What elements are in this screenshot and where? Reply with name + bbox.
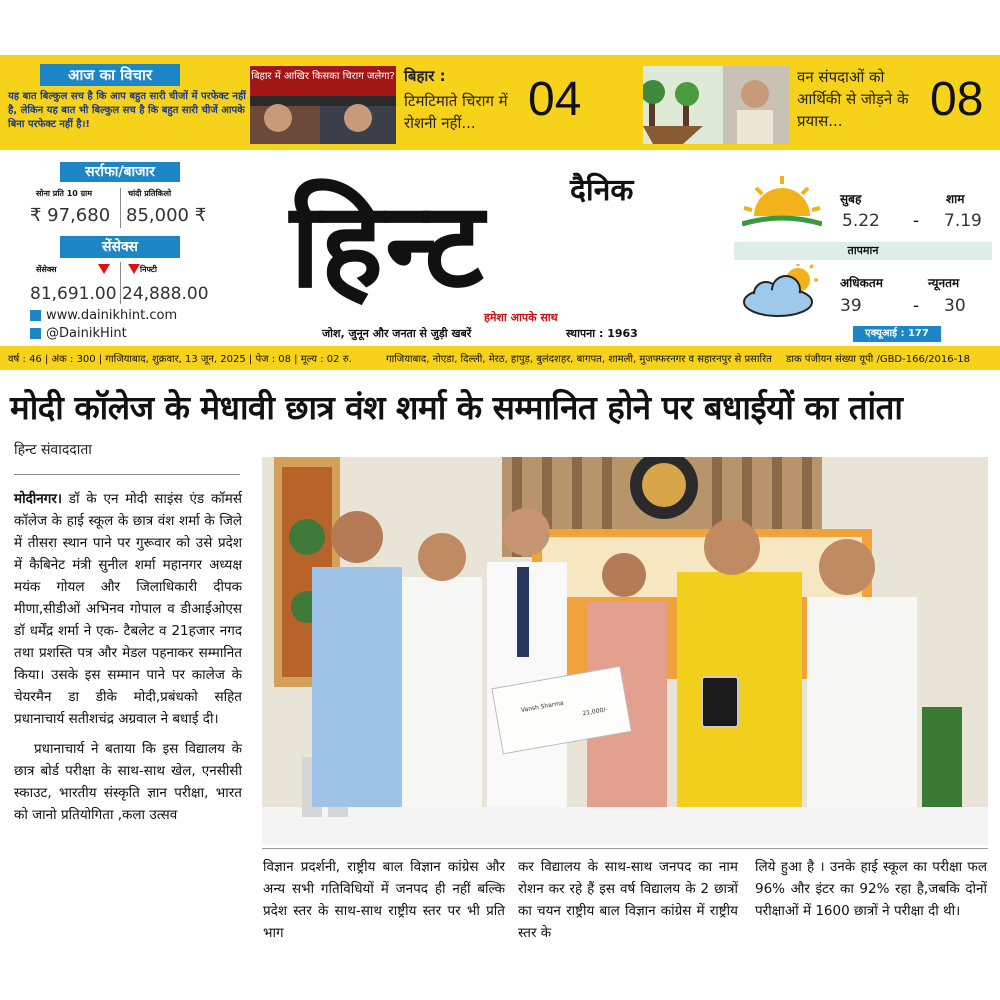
cursor-icon [30,310,41,321]
sensex-title: सेंसेक्स [60,236,180,258]
cheque-amount: 21,000/- [582,706,609,718]
time-separator: - [913,211,920,231]
article-dateline: मोदीनगर। [14,491,62,507]
nifty-down-arrow-icon [128,264,140,274]
nifty-value: 24,888.00 [122,284,209,304]
sunrise-label: सुबह [840,192,862,206]
gold-label: सोना प्रति 10 ग्राम [36,189,93,198]
min-temp-label: न्यूनतम [928,276,960,290]
market-divider [120,262,121,304]
newspaper-tagline: हमेशा आपके साथ [484,311,558,324]
twitter-icon [30,328,41,339]
sunset-label: शाम [946,192,965,206]
max-temp-value: 39 [840,296,862,316]
sensex-label: सेंसेक्स [36,265,57,274]
cloud-sun-icon [740,264,826,318]
newspaper-motto: जोश, जुनून और जनता से जुड़ी खबरें [322,327,472,340]
sensex-down-arrow-icon [98,264,110,274]
byline-divider [14,474,240,475]
website-link[interactable] [30,308,177,323]
silver-value: 85,000 ₹ [126,205,207,226]
article-byline: हिन्ट संवाददाता [14,442,92,458]
website-text[interactable]: www.dainikhint.com [46,308,178,323]
sunrise-time: 5.22 [842,211,880,231]
teaser-2-page-number: 08 [930,73,984,126]
teaser-1-headline[interactable]: टिमटिमाते चिराग में रोशनी नहीं... [404,92,508,132]
gold-value: ₹ 97,680 [30,205,111,226]
twitter-link[interactable] [30,326,127,341]
issue-details: वर्ष : 46 | अंक : 300 | गाजियाबाद, शुक्रवार, 13 जून, 2025 | पेज : 08 | मूल्य : 02 रु. [8,354,352,365]
sunrise-icon [742,172,822,232]
article-paragraph-2: प्रधानाचार्य ने बताया कि इस विद्यालय के छात्र बोर्ड परीक्षा के साथ-साथ खेल, एनसीसी स्काउट, भारतीय संस्कृति ज्ञान परीक्षा, भारत को जानो प्रतियोगिता ,कला उत्सव [14,741,242,823]
article-column-4: लिये हुआ है । उनके हाई स्कूल का परीक्षा फल 96% और इंटर का 92% रहा है,जबकि दोनों परीक्षाओं में 1600 छात्रों ने परीक्षा दी थी। [755,859,987,919]
temp-separator: - [913,296,920,316]
article-photo[interactable] [262,457,988,845]
min-temp-value: 30 [944,296,966,316]
teaser-image-forest[interactable] [643,66,789,144]
teaser-2-headline[interactable]: वन संपदाओं को आर्थिकी से जोड़ने के प्रयास... [797,68,909,130]
thought-of-day-title: आज का विचार [40,64,180,86]
article-headline[interactable]: मोदी कॉलेज के मेधावी छात्र वंश शर्मा के सम्मानित होने पर बधाईयों का तांता [10,388,903,427]
article-paragraph-1-text: डॉ के एन मोदी साइंस एंड कॉमर्स कॉलेज के हाई स्कूल के छात्र वंश शर्मा के जिले में तीसरा स्थान पाने पर गुरूवार को उसे प्रदेश में कैबिनेट मंत्री सुनील शर्मा महानगर अध्यक्ष मयंक गोयल और जिलाधिकारी दीपक मीणा,सीडीओं अभिनव गोपाल व डीआईओएस डॉ धर्मेंद्र शर्मा ने एक- टैबलेट व 21हजार नगद तथा प्रशस्ति पत्र और मेडल पहनाकर सम्मानित किया। उसके इस सम्मान पाने पर कालेज के चेयरमैन डा डीके मोदी,प्रबंधको सहित प्रधानाचार्य सतीशचंद्र अग्रवाल ने बधाई दी। [14,491,243,727]
silver-label: चांदी प्रतिकिलो [128,189,172,198]
sunset-time: 7.19 [944,211,982,231]
teaser-1-page-number: 04 [528,73,582,126]
nifty-label: निफ्टी [140,265,157,274]
temperature-title: तापमान [734,242,992,260]
teaser-image-bihar[interactable] [250,66,396,144]
cheque-name: Vansh Sharma [520,699,565,715]
twitter-handle[interactable]: @DainikHint [46,326,127,341]
photo-divider [262,848,988,849]
max-temp-label: अधिकतम [840,276,883,290]
article-column-1 [14,488,242,826]
bullion-divider [120,188,121,228]
postal-registration: डाक पंजीयन संख्या यूपी /GBD-166/2016-18 [786,354,970,365]
newspaper-daily-label: दैनिक [570,173,634,208]
article-paragraph-1 [14,488,242,730]
teaser-1-category: बिहार : [404,67,446,85]
thought-of-day-text: यह बात बिल्कुल सच है कि आप बहुत सारी चीजों में परफेक्ट नहीं है, लेकिन यह बात भी बिल्कुल सच है कि बहुत सारी चीजें आपके बिना परफेक्ट नहीं है।! [8,91,246,130]
circulation-cities: गाजियाबाद, नोएडा, दिल्ली, मेरठ, हापुड़, बुलंदशहर, बागपत, शामली, मुजफ्फरनगर व सहारनपुर से प्रसारित [386,354,772,365]
sensex-value: 81,691.00 [30,284,117,304]
newspaper-name: हिन्ट [290,176,486,314]
bullion-market-title: सर्राफा/बाजार [60,162,180,182]
article-column-2: विज्ञान प्रदर्शनी, राष्ट्रीय बाल विज्ञान कांग्रेस और अन्य सभी गतिविधियों में जनपद ही नहीं बल्कि प्रदेश स्तर के साथ-साथ राष्ट्रीय स्तर पर भी प्रति भाग [263,859,505,941]
aqi-badge: एक्यूआई : 177 [853,326,941,342]
teaser-image-caption-1: बिहार में आखिर किसका चिराग जलेगा? [251,71,395,82]
established-year: स्थापना : 1963 [566,327,638,340]
article-column-3: कर विद्यालय के साथ-साथ जनपद का नाम रोशन कर रहे हैं इस वर्ष विद्यालय के 2 छात्रों का चयन राष्ट्रीय बाल विज्ञान कांग्रेस में राष्ट्रीय स्तर के [518,859,738,941]
